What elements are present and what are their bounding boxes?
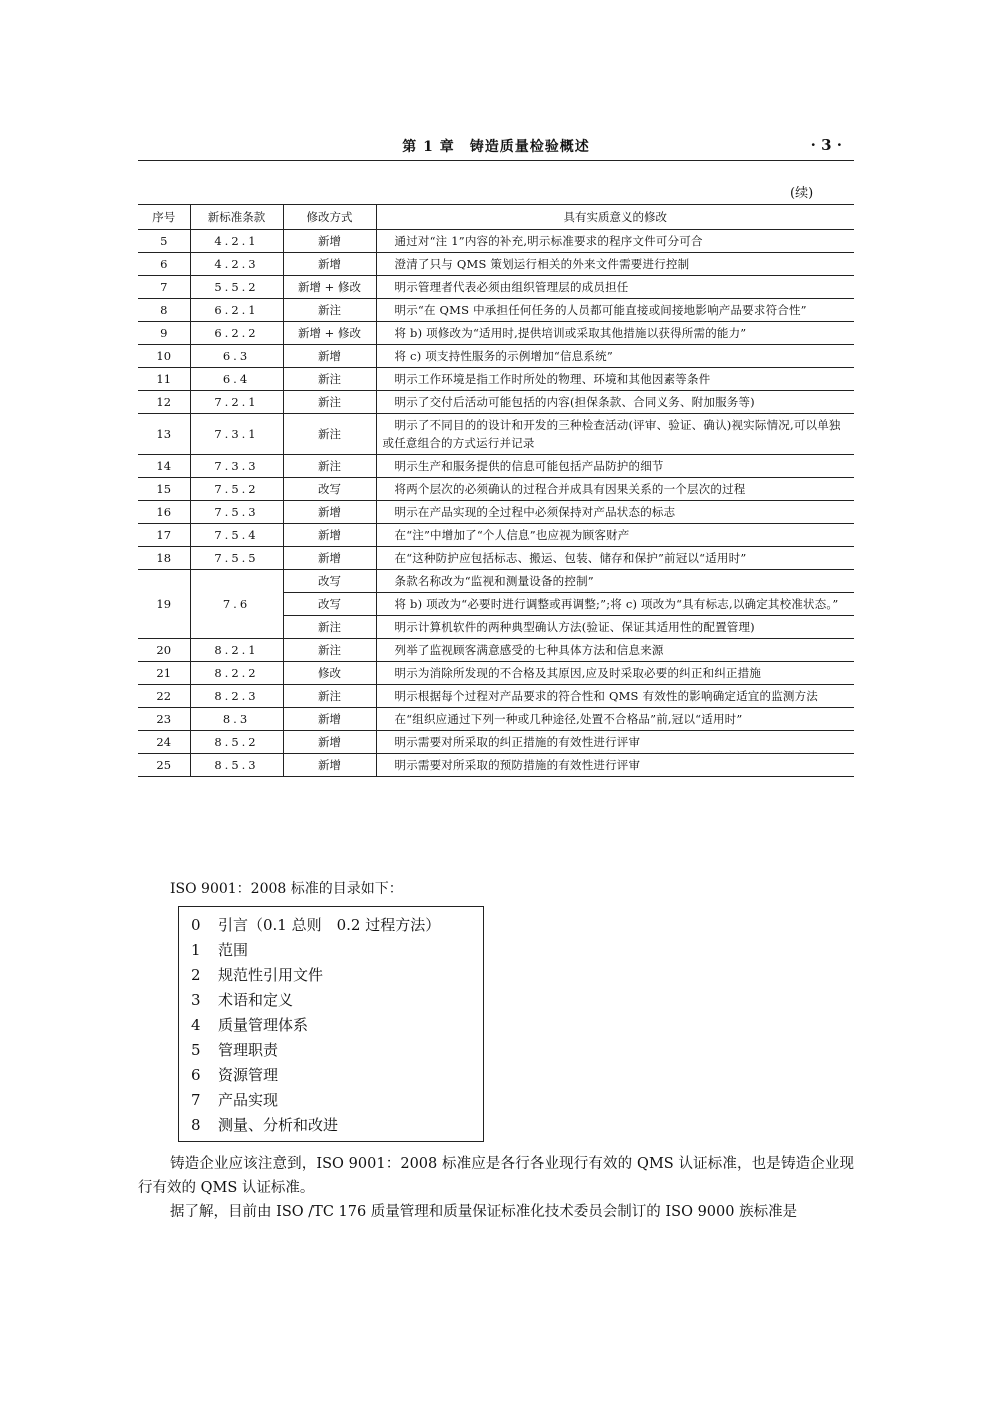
toc-item xyxy=(191,1013,483,1038)
row-desc: 明示需要对所采取的预防措施的有效性进行评审 xyxy=(376,754,854,777)
row-method: 新增 xyxy=(283,345,376,368)
toc-item xyxy=(191,988,483,1013)
row-desc: 将 c) 项支持性服务的示例增加“信息系统” xyxy=(376,345,854,368)
toc-item xyxy=(191,938,483,963)
row-method: 新增 xyxy=(283,708,376,731)
toc-item xyxy=(191,1063,483,1088)
row-no: 17 xyxy=(138,524,190,547)
header-method: 修改方式 xyxy=(283,205,376,230)
row-method: 新注 xyxy=(283,391,376,414)
row-desc: 明示根据每个过程对产品要求的符合性和 QMS 有效性的影响确定适宜的监测方法 xyxy=(376,685,854,708)
row-desc: 明示了交付后活动可能包括的内容(担保条款、合同义务、附加服务等) xyxy=(376,391,854,414)
row-method: 修改 xyxy=(283,662,376,685)
toc-item-number: 5 xyxy=(191,1041,201,1059)
toc-item-text: 范围 xyxy=(218,941,249,959)
toc-item xyxy=(191,963,483,988)
toc-item-number: 4 xyxy=(191,1016,201,1034)
table-row xyxy=(138,570,854,593)
table-row xyxy=(138,414,854,455)
toc-item xyxy=(191,1088,483,1113)
row-method: 新注 xyxy=(283,639,376,662)
toc-item-number: 3 xyxy=(191,991,201,1009)
table-row xyxy=(138,639,854,662)
toc-item-number: 7 xyxy=(191,1091,201,1109)
header-clause: 新标准条款 xyxy=(190,205,283,230)
row-no: 22 xyxy=(138,685,190,708)
row-method: 新增 xyxy=(283,501,376,524)
row-method: 改写 xyxy=(283,593,376,616)
row-desc: 明示计算机软件的两种典型确认方法(验证、保证其适用性的配置管理) xyxy=(376,616,854,639)
row-clause: 4.2.3 xyxy=(190,253,283,276)
page-number: · 3 · xyxy=(810,136,842,154)
row-no: 25 xyxy=(138,754,190,777)
row-method: 新注 xyxy=(283,299,376,322)
row-desc: 在“这种防护应包括标志、搬运、包装、储存和保护”前冠以“适用时” xyxy=(376,547,854,570)
row-method: 新增 xyxy=(283,547,376,570)
row-no: 24 xyxy=(138,731,190,754)
toc-item-text: 资源管理 xyxy=(218,1066,279,1084)
row-no: 6 xyxy=(138,253,190,276)
row-no: 5 xyxy=(138,230,190,253)
row-desc: 明示生产和服务提供的信息可能包括产品防护的细节 xyxy=(376,455,854,478)
row-no: 20 xyxy=(138,639,190,662)
row-desc: 条款名称改为“监视和测量设备的控制” xyxy=(376,570,854,593)
row-clause: 7.5.2 xyxy=(190,478,283,501)
row-desc: 明示为消除所发现的不合格及其原因,应及时采取必要的纠正和纠正措施 xyxy=(376,662,854,685)
table-row xyxy=(138,754,854,777)
row-no: 15 xyxy=(138,478,190,501)
row-no: 18 xyxy=(138,547,190,570)
row-no: 9 xyxy=(138,322,190,345)
row-clause: 8.5.2 xyxy=(190,731,283,754)
row-no: 16 xyxy=(138,501,190,524)
row-method: 新增 + 修改 xyxy=(283,276,376,299)
row-no: 8 xyxy=(138,299,190,322)
row-desc: 明示了不同目的的设计和开发的三种检查活动(评审、验证、确认)视实际情况,可以单独或任意组合的方式运行并记录 xyxy=(376,414,854,455)
table-row xyxy=(138,708,854,731)
toc-item xyxy=(191,1113,483,1138)
row-no: 12 xyxy=(138,391,190,414)
toc-item-text: 质量管理体系 xyxy=(218,1016,309,1034)
table-row xyxy=(138,322,854,345)
toc-item xyxy=(191,1038,483,1063)
row-no: 21 xyxy=(138,662,190,685)
table-row xyxy=(138,455,854,478)
row-method: 新增 + 修改 xyxy=(283,322,376,345)
header-no: 序号 xyxy=(138,205,190,230)
row-method: 新增 xyxy=(283,253,376,276)
table-row xyxy=(138,345,854,368)
paragraph-2: 据了解，目前由 ISO /TC 176 质量管理和质量保证标准化技术委员会制订的 ISO 9000 族标准是 xyxy=(170,1204,798,1220)
table-row xyxy=(138,731,854,754)
row-no: 13 xyxy=(138,414,190,455)
toc-item-text: 产品实现 xyxy=(218,1091,279,1109)
table-row xyxy=(138,391,854,414)
row-no: 14 xyxy=(138,455,190,478)
row-method: 改写 xyxy=(283,570,376,593)
row-clause: 7.6 xyxy=(190,570,283,639)
row-method: 改写 xyxy=(283,478,376,501)
row-method: 新增 xyxy=(283,524,376,547)
toc-intro: ISO 9001：2008 标准的目录如下： xyxy=(170,881,403,897)
header-desc: 具有实质意义的修改 xyxy=(376,205,854,230)
table-row xyxy=(138,253,854,276)
row-clause: 8.5.3 xyxy=(190,754,283,777)
row-clause: 7.2.1 xyxy=(190,391,283,414)
row-clause: 8.2.3 xyxy=(190,685,283,708)
table-row xyxy=(138,276,854,299)
table-row xyxy=(138,685,854,708)
toc-item-number: 2 xyxy=(191,966,201,984)
row-desc: 明示在产品实现的全过程中必须保持对产品状态的标志 xyxy=(376,501,854,524)
row-desc: 列举了监视顾客满意感受的七种具体方法和信息来源 xyxy=(376,639,854,662)
toc-item-number: 6 xyxy=(191,1066,201,1084)
table-row xyxy=(138,230,854,253)
row-clause: 7.3.3 xyxy=(190,455,283,478)
row-clause: 8.3 xyxy=(190,708,283,731)
chapter-title: 第 1 章 铸造质量检验概述 xyxy=(402,139,590,155)
paragraph-1: 铸造企业应该注意到，ISO 9001：2008 标准应是各行各业现行有效的 QMS 认证标准，也是铸造企业现行有效的 QMS 认证标准。 xyxy=(138,1156,854,1196)
table-row xyxy=(138,524,854,547)
row-desc: 明示“在 QMS 中承担任何任务的人员都可能直接或间接地影响产品要求符合性” xyxy=(376,299,854,322)
row-method: 新注 xyxy=(283,414,376,455)
row-clause: 7.5.3 xyxy=(190,501,283,524)
table-row xyxy=(138,662,854,685)
row-method: 新注 xyxy=(283,455,376,478)
toc-item-text: 管理职责 xyxy=(218,1041,279,1059)
row-clause: 6.3 xyxy=(190,345,283,368)
toc-item-number: 0 xyxy=(191,916,201,934)
row-desc: 通过对“注 1”内容的补充,明示标准要求的程序文件可分可合 xyxy=(376,230,854,253)
row-clause: 6.2.2 xyxy=(190,322,283,345)
toc-box xyxy=(178,906,484,1142)
row-desc: 澄清了只与 QMS 策划运行相关的外来文件需要进行控制 xyxy=(376,253,854,276)
toc-item-text: 测量、分析和改进 xyxy=(218,1116,339,1134)
toc-item-text: 术语和定义 xyxy=(218,991,294,1009)
row-desc: 明示工作环境是指工作时所处的物理、环境和其他因素等条件 xyxy=(376,368,854,391)
row-desc: 在“组织应通过下列一种或几种途径,处置不合格品”前,冠以“适用时” xyxy=(376,708,854,731)
row-desc: 明示管理者代表必须由组织管理层的成员担任 xyxy=(376,276,854,299)
table-row xyxy=(138,299,854,322)
row-no: 19 xyxy=(138,570,190,639)
table-header-row xyxy=(138,205,854,230)
table-row xyxy=(138,501,854,524)
toc-item xyxy=(191,913,483,938)
row-clause: 8.2.1 xyxy=(190,639,283,662)
row-clause: 7.3.1 xyxy=(190,414,283,455)
row-no: 23 xyxy=(138,708,190,731)
row-clause: 7.5.5 xyxy=(190,547,283,570)
row-no: 11 xyxy=(138,368,190,391)
row-desc: 将 b) 项修改为“适用时,提供培训或采取其他措施以获得所需的能力” xyxy=(376,322,854,345)
table-row xyxy=(138,478,854,501)
row-method: 新增 xyxy=(283,230,376,253)
table-row xyxy=(138,547,854,570)
row-desc: 在“注”中增加了“个人信息”也应视为顾客财产 xyxy=(376,524,854,547)
row-desc: 明示需要对所采取的纠正措施的有效性进行评审 xyxy=(376,731,854,754)
row-clause: 4.2.1 xyxy=(190,230,283,253)
row-method: 新注 xyxy=(283,616,376,639)
continued-label: (续) xyxy=(790,186,814,201)
toc-item-number: 8 xyxy=(191,1116,201,1134)
row-desc: 将 b) 项改为“必要时进行调整或再调整;”;将 c) 项改为“具有标志,以确定其校准状态。” xyxy=(376,593,854,616)
row-no: 7 xyxy=(138,276,190,299)
row-clause: 8.2.2 xyxy=(190,662,283,685)
row-clause: 5.5.2 xyxy=(190,276,283,299)
row-clause: 7.5.4 xyxy=(190,524,283,547)
row-clause: 6.2.1 xyxy=(190,299,283,322)
page-header xyxy=(138,134,854,161)
row-method: 新注 xyxy=(283,685,376,708)
row-clause: 6.4 xyxy=(190,368,283,391)
revision-table xyxy=(138,204,854,777)
row-no: 10 xyxy=(138,345,190,368)
row-desc: 将两个层次的必须确认的过程合并成具有因果关系的一个层次的过程 xyxy=(376,478,854,501)
row-method: 新注 xyxy=(283,368,376,391)
toc-item-text: 规范性引用文件 xyxy=(218,966,324,984)
table-row xyxy=(138,368,854,391)
row-method: 新增 xyxy=(283,754,376,777)
row-method: 新增 xyxy=(283,731,376,754)
toc-item-number: 1 xyxy=(191,941,201,959)
toc-item-text: 引言（0.1 总则 0.2 过程方法） xyxy=(218,916,441,934)
